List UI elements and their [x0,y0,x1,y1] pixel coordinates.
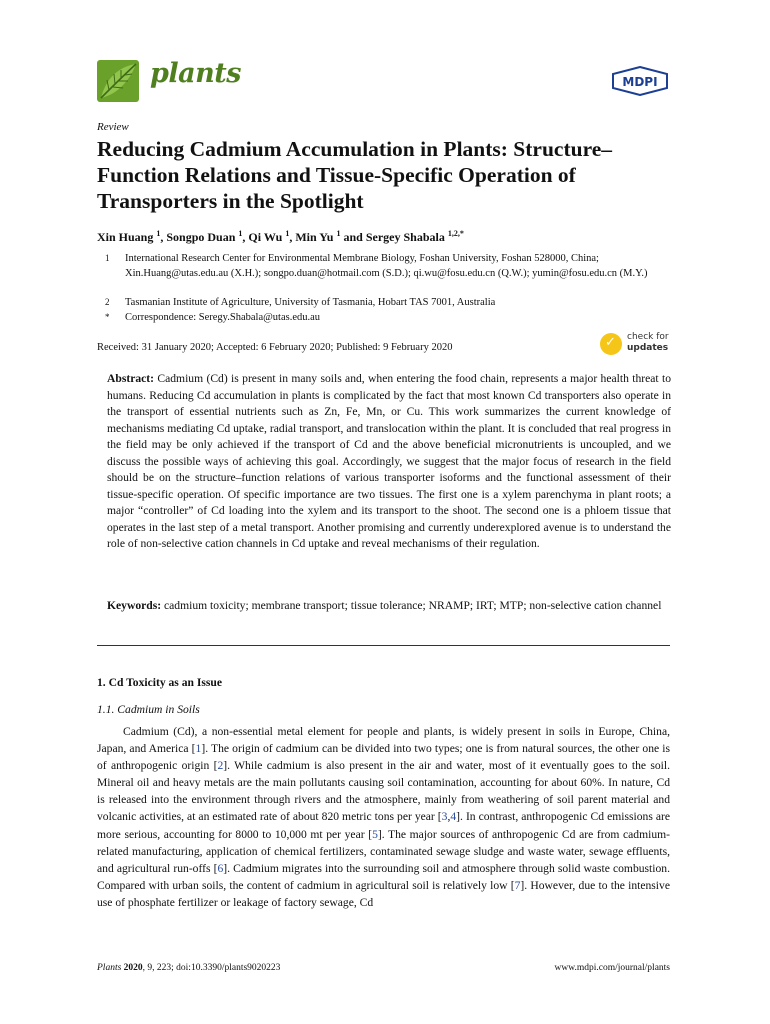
author-affiliation-mark: 1,2,* [447,229,464,238]
keywords-label: Keywords: [107,599,162,612]
body-text-run: ]. In contrast, anthropogenic Cd emissions are more serious, accounting for 8000 to 10,000 mt per year [ [97,810,671,841]
body-text-run: ]. While cadmium is also present in the air and water, most of it eventually goes to the soil. Mineral oil and heavy metals are the main pollutants causing soil contamination, accounting for about 60%. In nature, Cd is released into the environment through rivers and the atmosphere, mainly from weathering of soil parent material and volcanic activities, at an estimated rate of about 820 metric tons per year [ [97,759,670,824]
reference-link[interactable]: 6 [217,861,224,875]
reference-link[interactable]: 2 [217,759,224,773]
body-text-run: , [447,810,451,824]
author-name: Sergey Shabala [365,230,445,244]
section-divider [97,645,670,646]
reference-link[interactable]: 1 [195,742,202,756]
reference-link[interactable]: 3 [441,810,448,824]
body-text-run: Cadmium (Cd), a non-essential metal element for people and plants, is widely present in soils in Europe, China, Japan, and America [ [97,725,670,756]
check-for-updates-label-bottom: updates [627,343,669,353]
reference-link[interactable]: 4 [450,810,457,824]
footer-journal-name: Plants [97,963,122,973]
abstract-text: Cadmium (Cd) is present in many soils and, when entering the food chain, represents a major health threat to humans. Reducing Cd accumulation in plants is complicated by the fact that most known Cd transporters also operate in the transport of essential nutrients such as Zn, Fe, Mn, or Cu. This work summarizes the current knowledge of mechanisms mediating Cd uptake, radial transport, and translocation within the plant. It is concluded that real progress in the field may be only achieved if the transport of Cd and the above beneficial micronutrients is uncoupled, and we discuss the possible ways of achieving this goal. Accordingly, we suggest that the major focus of research in the field should be on the structure–function relations of various transporter isoforms and the functional assessment of their tissue-specific operation. Of specific importance are two tissues. The first one is a xylem parenchyma in plant roots; a major “controller” of Cd loading into the xylem and its transport to the shoot. The second one is a phloem tissue that operates in the last step of a metal transport. Another promising and currently underexplored avenue is to understand the role of non-selective cation channels in Cd uptake and reveal mechanisms of their regulation. [107,372,671,550]
reference-link[interactable]: 5 [372,827,378,841]
footer-citation [97,963,280,973]
author-affiliation-mark: 1 [285,229,290,238]
body-text-run: ]. Cadmium migrates into the surrounding soil and atmosphere through solid waste combustion. Compared with urban soils, the content of cadmium in agricultural soil is relatively low [ [97,861,670,892]
author-affiliation-mark: 1 [238,229,243,238]
author-name: Qi Wu [248,230,283,244]
footer-journal-url[interactable]: www.mdpi.com/journal/plants [554,963,670,973]
check-for-updates-badge[interactable] [600,331,680,357]
correspondence-text: Correspondence: Seregy.Shabala@utas.edu.au [125,312,321,323]
author-list: Xin Huang $^1$, Songpo Duan $^1$, Qi Wu $^1$, Min Yu $^1$ and Sergey Shabala $^{1,2,*}$ [97,229,464,244]
author-affiliation-mark: 1 [156,229,161,238]
author-name: Min Yu [295,230,334,244]
keywords-text: cadmium toxicity; membrane transport; tissue tolerance; NRAMP; IRT; MTP; non-selective cation channel [164,599,662,612]
body-text-run: ]. The major sources of anthropogenic Cd are from cadmium-related manufacturing, application of chemical fertilizers, contaminated sewage sludge and waste water, sewage effluents, and agricultural run-offs [ [97,827,670,875]
journal-name: plants [150,58,241,89]
publisher-logo-icon [611,66,669,96]
reference-link[interactable]: 7 [514,878,521,892]
affiliation-text: Tasmanian Institute of Agriculture, University of Tasmania, Hobart TAS 7001, Australia [125,297,496,308]
footer-citation-rest: , 9, 223; doi:10.3390/plants9020223 [142,963,281,973]
abstract [107,371,671,553]
article-type: Review [97,121,129,133]
author-name: Xin Huang [97,230,154,244]
article-title: Reducing Cadmium Accumulation in Plants: Structure–Function Relations and Tissue-Specific Operation of Transporters in the Spotlight [97,137,613,213]
subsection-heading: 1.1. Cadmium in Soils [97,703,200,716]
affiliation-mark: 2 [105,297,110,307]
abstract-label: Abstract: [107,372,155,385]
body-paragraph [97,723,670,911]
footer-year: 2020 [123,963,143,973]
affiliation-mark: 1 [105,253,110,263]
checkmark-icon: ✓ [605,335,616,350]
publication-history: Received: 31 January 2020; Accepted: 6 February 2020; Published: 9 February 2020 [97,342,453,353]
affiliation-text: International Research Center for Environmental Membrane Biology, Foshan University, Foshan 528000, China; Xin.Huang@utas.edu.au (X.H.); songpo.duan@hotmail.com (S.D.); qi.wu@fosu.edu.cn (Q.W.); yumin@fosu.edu.cn (M.Y.) [125,253,648,279]
publisher-logo-text: MDPI [622,75,658,89]
check-for-updates-label-top: check for [627,332,669,342]
body-text-run: ]. However, due to the intensive use of phosphate fertilizer or leakage of factory sewage, Cd [97,878,670,909]
section-heading: 1. Cd Toxicity as an Issue [97,676,222,689]
author-name: Songpo Duan [166,230,236,244]
body-text-run: ]. The origin of cadmium can be divided into two types; one is from natural sources, the other one is of anthropogenic origin [ [97,742,670,773]
correspondence-mark: * [105,312,110,322]
author-affiliation-mark: 1 [336,229,341,238]
journal-leaf-logo-icon [97,60,139,102]
keywords [107,598,671,615]
